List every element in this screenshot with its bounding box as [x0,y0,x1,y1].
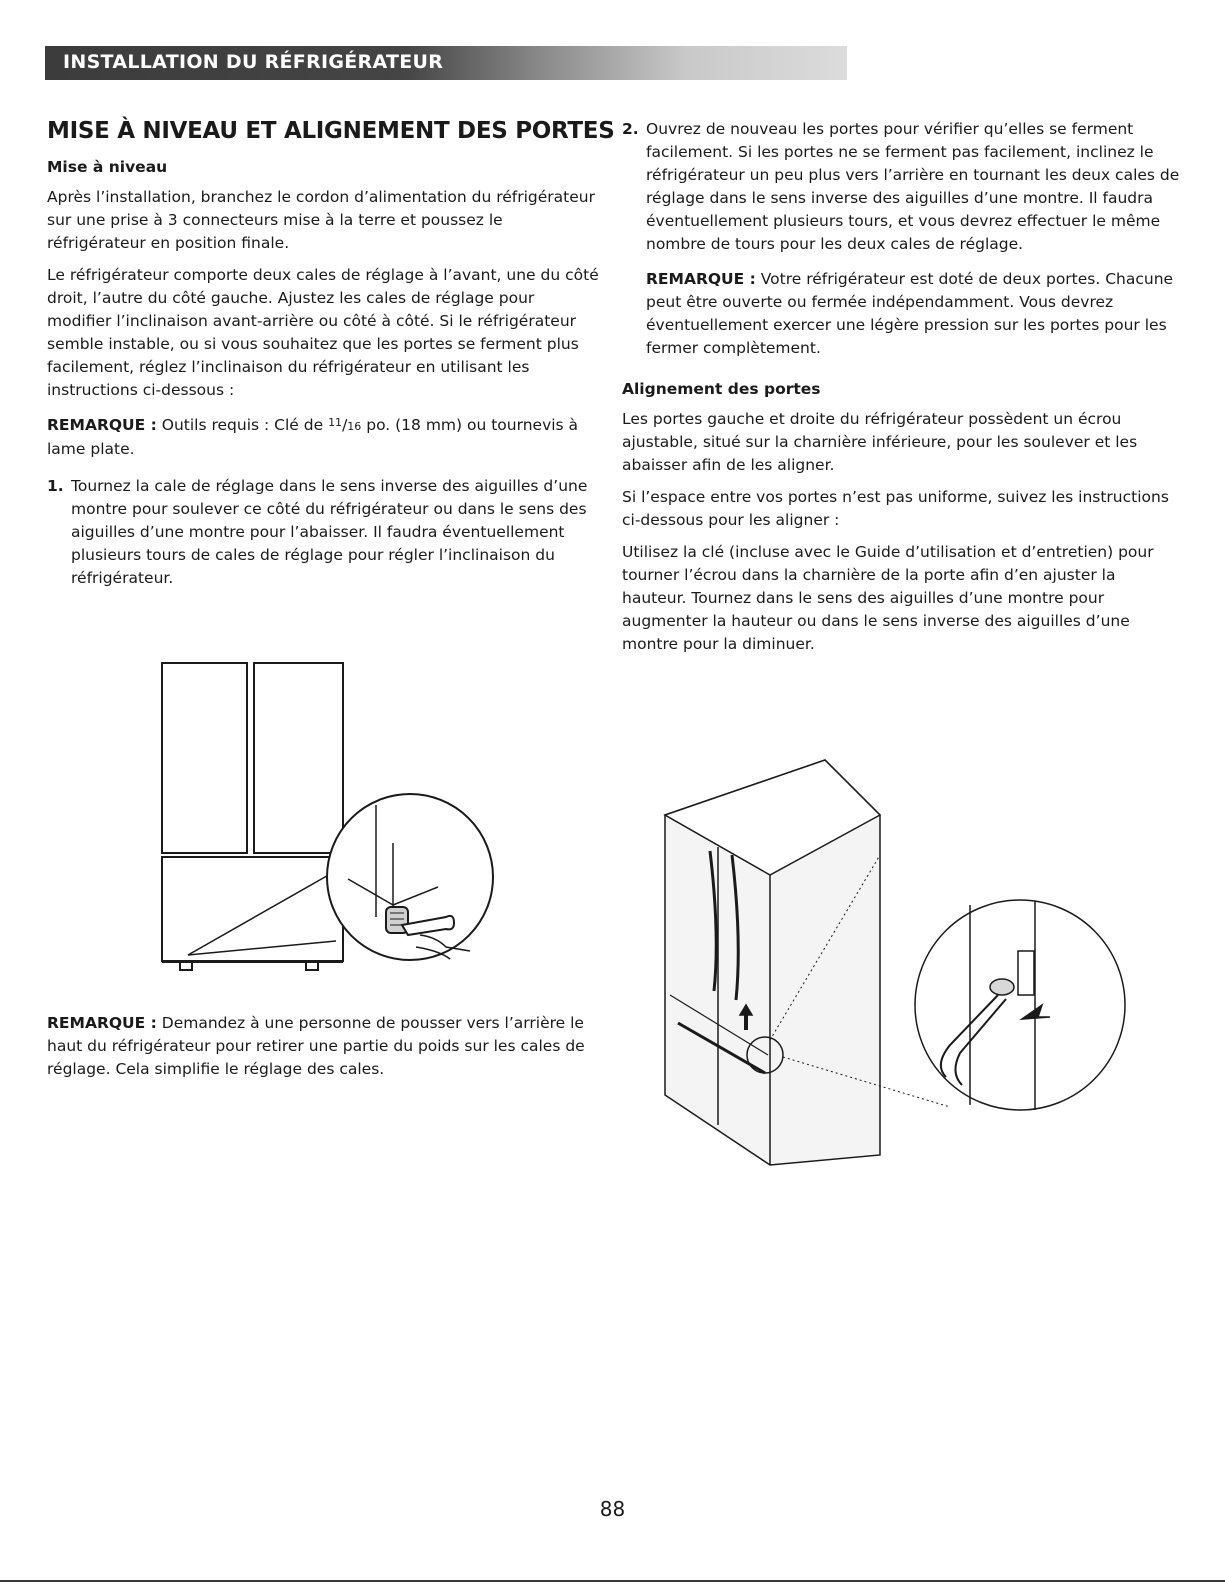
page-number: 88 [599,1497,626,1521]
adjustable-nut [990,979,1014,995]
fraction-numerator: 11 [328,416,343,429]
right-door-outline [254,663,343,853]
step-1 [47,475,602,590]
note-helper [47,1012,602,1081]
left-bottom-note [47,1012,602,1090]
banner-title: INSTALLATION DU RÉFRIGÉRATEUR [63,51,444,73]
section-title: MISE À NIVEAU ET ALIGNEMENT DES PORTES [47,118,615,144]
paragraph-leveling-legs: Le réfrigérateur comporte deux cales de réglage à l’avant, une du côté droit, l’autre du côté gauche. Ajustez les cales de réglage pour modifier l’inclinaison avant-arrière ou côté à côté. Si le réfrigérateur semble instable, ou si vous souhaitez que les portes se ferment plus facilement, réglez l’inclinaison du réfrigérateur en utilisant les instructions ci-dessous : [47,266,599,399]
page-divider [0,1580,1225,1582]
door-alignment-illustration [650,755,1130,1170]
hinge-magnifier-circle [915,900,1125,1110]
note-tools: REMARQUE : Outils requis : Clé de $^{11}$/16 po. (18 mm) ou tournevis à lame plate. [47,416,579,458]
note-label: REMARQUE : [47,416,157,434]
left-column [47,118,615,599]
step-2 [622,118,1182,256]
note-text: po. (18 mm) ou tournevis à lame plate. [47,416,579,458]
hinge-bracket [1018,951,1034,995]
paragraph-uneven-gap: Si l’espace entre vos portes n’est pas uniforme, suivez les instructions ci-dessous pour les aligner : [622,488,1169,529]
fraction-denominator: 16 [347,420,362,433]
step-text: Ouvrez de nouveau les portes pour vérifier qu’elles se ferment facilement. Si les portes ne se ferment pas facilement, inclinez le réfrigérateur un peu plus vers l’arrière en tournant les deux cales de réglage dans le sens inverse des aiguilles d’une montre. Il faudra éventuellement plusieurs tours, et vous devrez effectuer le même nombre de tours pour les deux cales de réglage. [646,120,1180,253]
note-text: Demandez à une personne de pousser vers l’arrière le haut du réfrigérateur pour retirer une partie du poids sur les cales de réglage. Cela simplifie le réglage des cales. [47,1014,585,1078]
note-text: Votre réfrigérateur est doté de deux portes. Chacune peut être ouverte ou fermée indépendamment. Vous devrez éventuellement exercer une légère pression sur les portes pour les fermer complètement. [646,270,1174,357]
paragraph-adjustable-nut: Les portes gauche et droite du réfrigérateur possèdent un écrou ajustable, situé sur la charnière inférieure, pour les soulever et les abaisser afin de les aligner. [622,410,1138,474]
refrigerator-leveling-illustration [150,655,510,985]
step-number: 1. [47,477,64,495]
paragraph-intro: Après l’installation, branchez le cordon d’alimentation du réfrigérateur sur une prise à 3 connecteurs mise à la terre et poussez le réfrigérateur en position finale. [47,188,595,252]
left-foot [180,962,192,970]
subhead-leveling: Mise à niveau [47,158,168,176]
step-text: Tournez la cale de réglage dans le sens inverse des aiguilles d’une montre pour soulever ce côté du réfrigérateur ou dans le sens des aiguilles d’une montre pour l’abaisser. Il faudra éventuellement plusieurs tours de cales de réglage pour régler l’inclinaison du réfrigérateur. [71,477,588,587]
note-text: Outils requis : Clé de [156,416,329,434]
note-label: REMARQUE : [47,1014,157,1032]
right-column [622,118,1182,665]
step-number: 2. [622,120,639,138]
right-foot [306,962,318,970]
left-door-outline [162,663,247,853]
section-banner [45,46,847,80]
note-two-doors [646,268,1182,360]
note-label: REMARQUE : [646,270,756,288]
drawer-outline [162,857,343,961]
paragraph-use-wrench: Utilisez la clé (incluse avec le Guide d’utilisation et d’entretien) pour tourner l’écrou dans la charnière de la porte afin d’en ajuster la hauteur. Tournez dans le sens des aiguilles d’une montre pour augmenter la hauteur ou dans le sens inverse des aiguilles d’une montre pour la diminuer. [622,543,1154,653]
subhead-door-alignment: Alignement des portes [622,380,821,398]
